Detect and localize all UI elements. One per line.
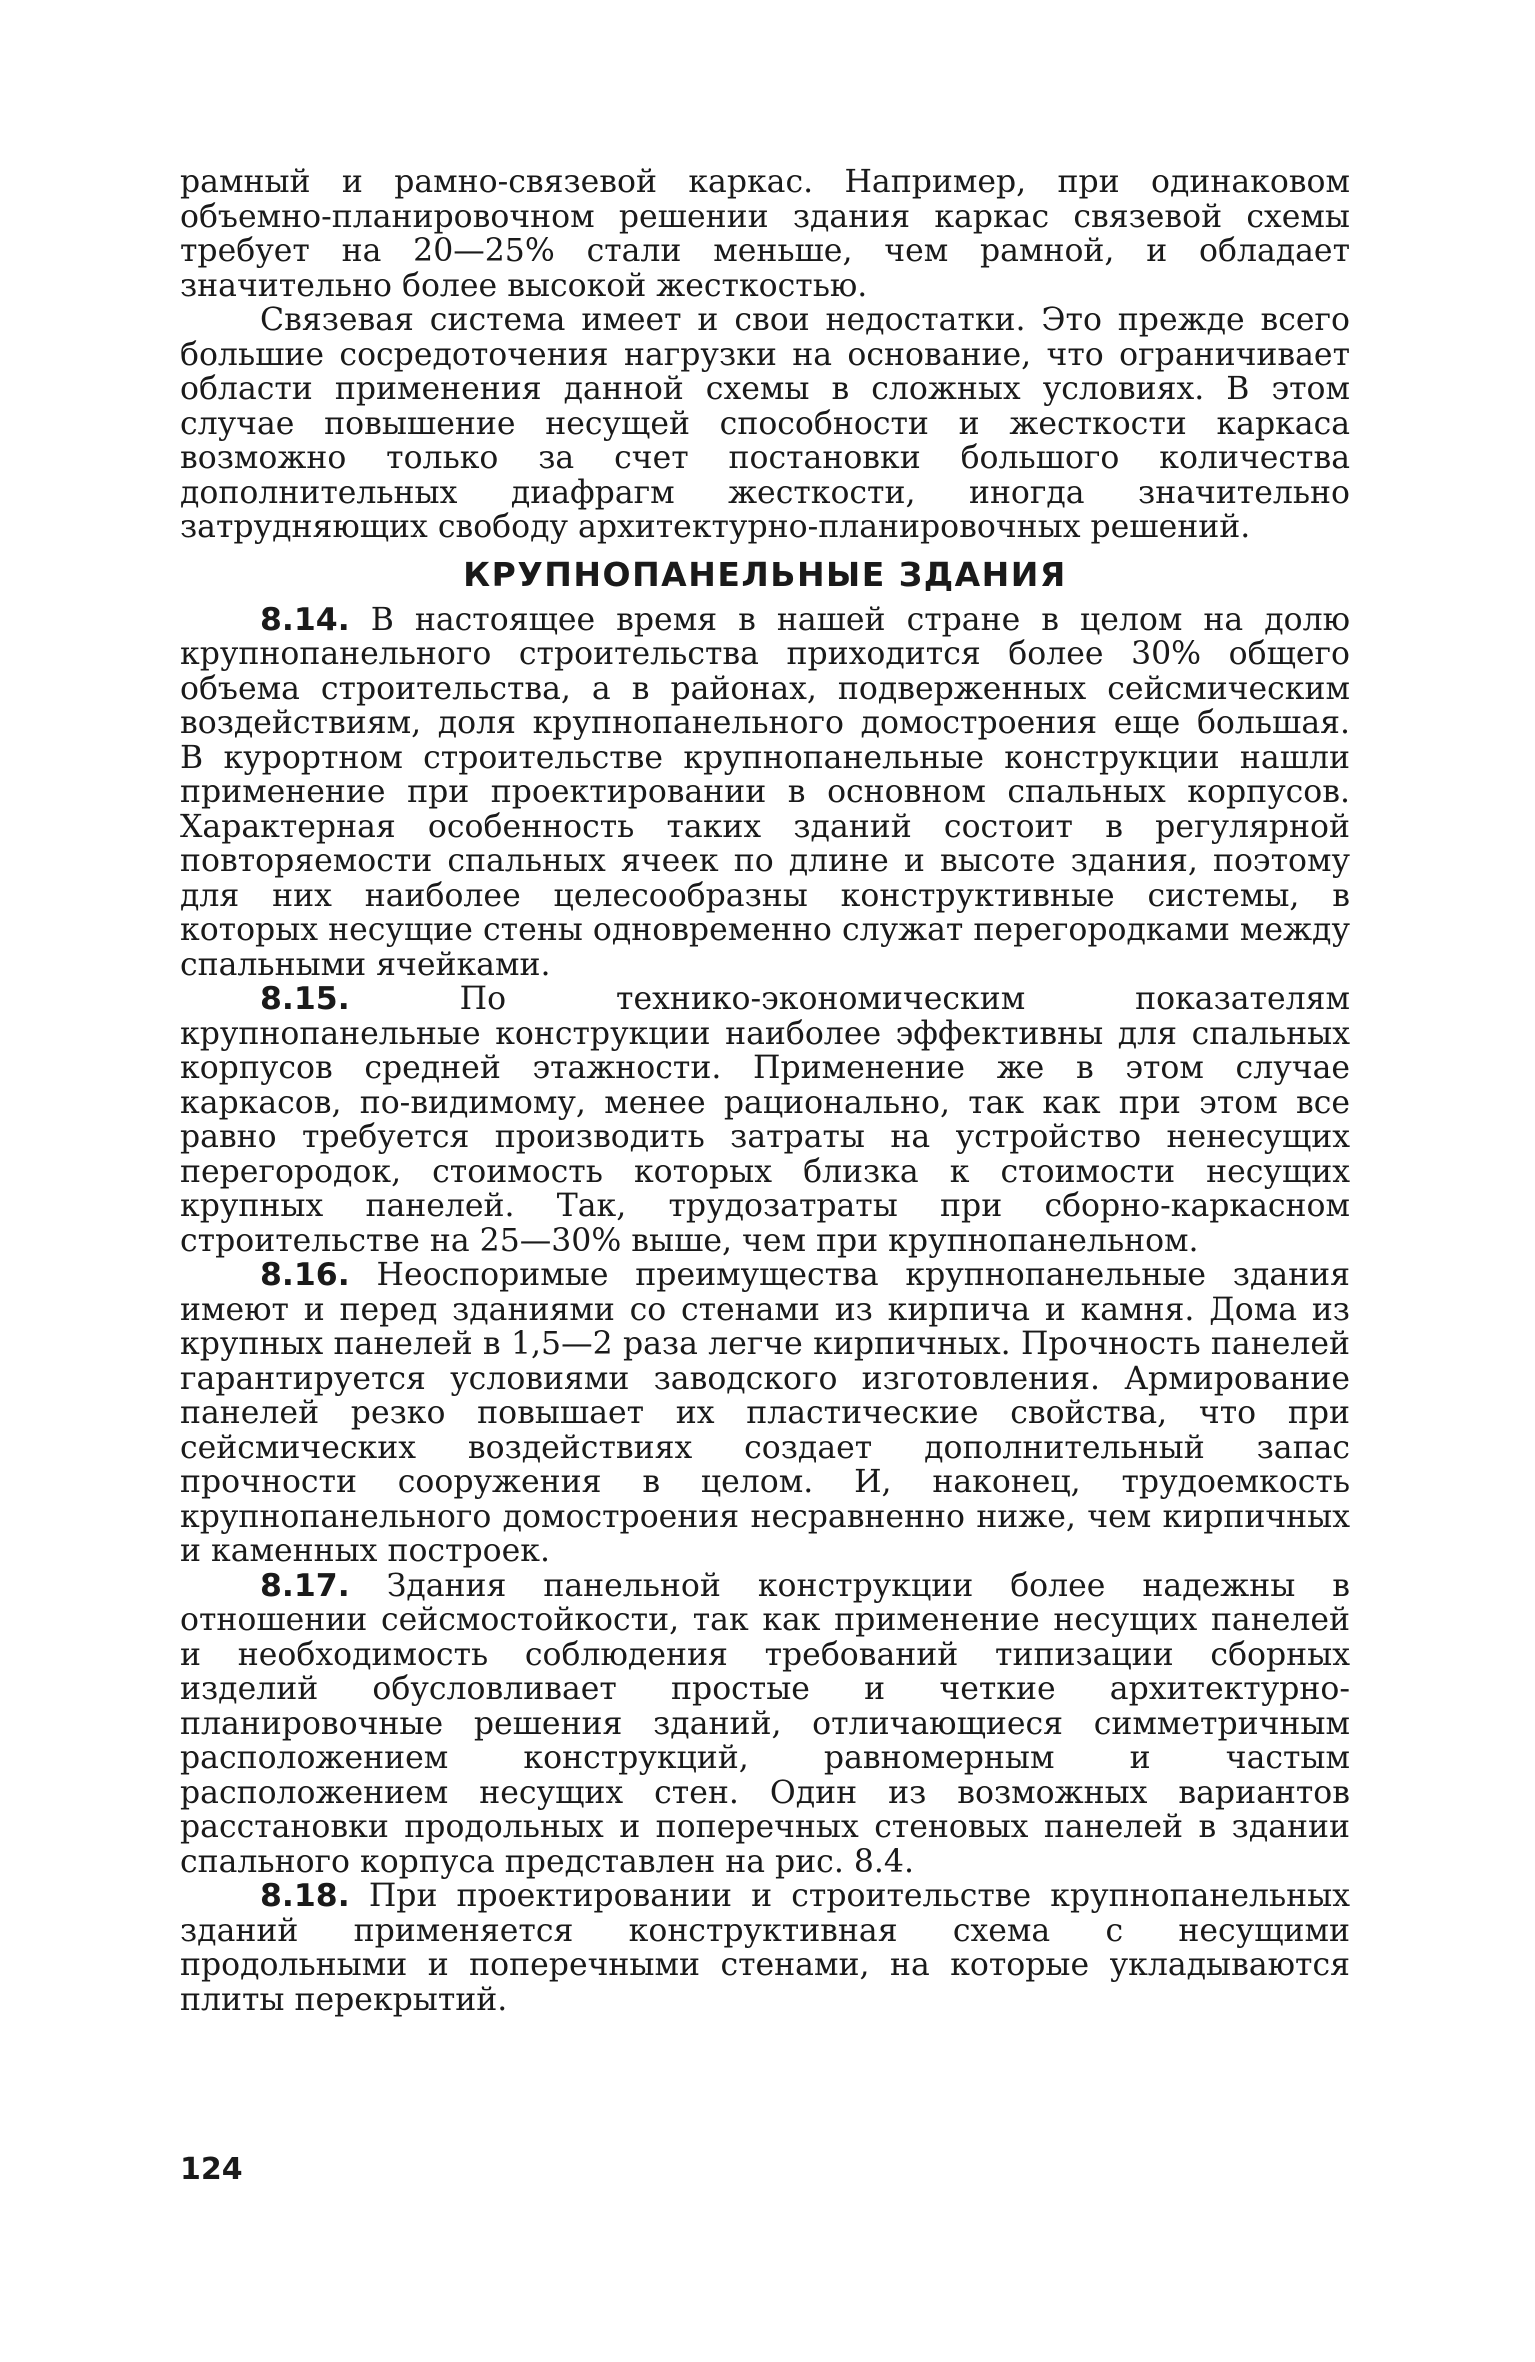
paragraph-number: 8.14. xyxy=(260,601,350,638)
page-number: 124 xyxy=(180,2152,243,2187)
paragraph-number: 8.17. xyxy=(260,1567,350,1604)
intro-paragraph-1: рамный и рамно-связевой каркас. Например, при одинаковом объемно-планировочном решении здания каркас связевой схемы требует на 20—25% стали меньше, чем рамной, и обладает значительно более высокой жесткостью. xyxy=(180,164,1350,304)
paragraph-text: В настоящее время в нашей стране в целом на долю крупнопанельного строительства приходится более 30% общего объема строительства, а в районах, подверженных сейсмическим воздействиям, доля крупнопанельного домостроения еще большая. В курортном строительстве крупнопанельные конструкции нашли применение при проектировании в основном спальных корпусов. Характерная особенность таких зданий состоит в регулярной повторяемости спальных ячеек по длине и высоте здания, поэтому для них наиболее целесообразны конструктивные системы, в которых несущие стены одновременно служат перегородками между спальными ячейками. xyxy=(180,601,1351,983)
paragraph-text: Здания панельной конструкции более надежны в отношении сейсмостойкости, так как применение несущих панелей и необходимость соблюдения требований типизации сборных изделий обусловливает простые и четкие архитектурно-планировочные решения зданий, отличающиеся симметричным расположением конструкций, равномерным и частым расположением несущих стен. Один из возможных вариантов расстановки продольных и поперечных стеновых панелей в здании спального корпуса представлен на рис. 8.4. xyxy=(180,1567,1350,1880)
paragraph-number: 8.15. xyxy=(260,981,350,1017)
section-title: КРУПНОПАНЕЛЬНЫЕ ЗДАНИЯ xyxy=(463,554,1067,594)
paragraph-number: 8.18. xyxy=(260,1878,350,1914)
paragraph-8-17 xyxy=(180,1569,1350,1880)
paragraph-text: Неоспоримые преимущества крупнопанельные здания имеют и перед зданиями со стенами из кирпича и камня. Дома из крупных панелей в 1,5—2 раза легче кирпичных. Прочность панелей гарантируется условиями заводского изготовления. Армирование панелей резко повышает их пластические свойства, что при сейсмических воздействиях создает дополнительный запас прочности сооружения в целом. И, наконец, трудоемкость крупнопанельного домостроения несравненно ниже, чем кирпичных и каменных построек. xyxy=(180,1257,1350,1569)
intro-paragraph-2: Связевая система имеет и свои недостатки. Это прежде всего большие сосредоточения нагрузки на основание, что ограничивает области применения данной схемы в сложных условиях. В этом случае повышение несущей способности и жесткости каркаса возможно только за счет постановки большого количества дополнительных диафрагм жесткости, иногда значительно затрудняющих свободу архитектурно-планировочных решений. xyxy=(180,302,1350,545)
paragraph-8-14 xyxy=(180,603,1350,983)
paragraph-text: По технико-экономическим показателям крупнопанельные конструкции наиболее эффективны для спальных корпусов средней этажности. Применение же в этом случае каркасов, по-видимому, менее рационально, так как при этом все равно требуется производить затраты на устройство ненесущих перегородок, стоимость которых близка к стоимости несущих крупных панелей. Так, трудозатраты при сборно-каркасном строительстве на 25—30% выше, чем при крупнопанельном. xyxy=(180,981,1351,1259)
paragraph-8-15 xyxy=(180,982,1350,1258)
intro-text xyxy=(180,165,1350,545)
page-body xyxy=(180,165,1350,2017)
paragraph-text: При проектировании и строительстве крупнопанельных зданий применяется конструктивная схема с несущими продольными и поперечными стенами, на которые укладываются плиты перекрытий. xyxy=(180,1878,1350,2018)
paragraph-number: 8.16. xyxy=(260,1257,350,1293)
paragraph-8-18 xyxy=(180,1879,1350,2017)
numbered-paragraphs xyxy=(180,603,1350,2018)
paragraph-8-16 xyxy=(180,1258,1350,1569)
